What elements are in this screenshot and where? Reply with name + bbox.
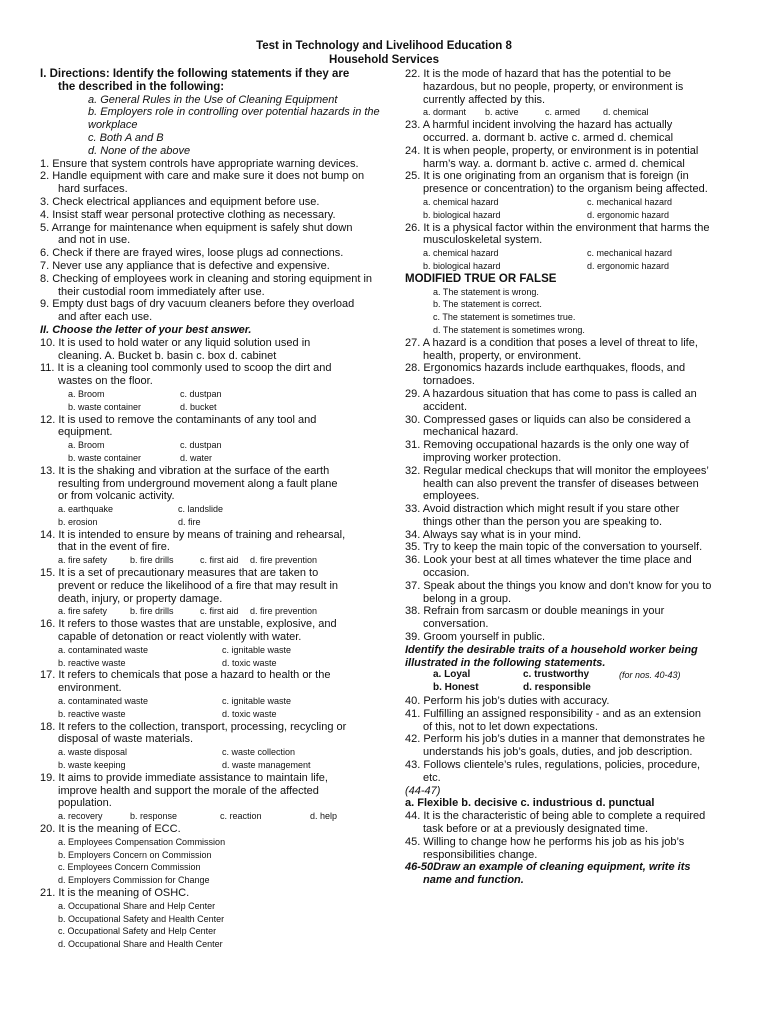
answer-choice: b. response	[130, 811, 178, 822]
question-line: resulting from underground movement along a fault plane	[58, 477, 338, 490]
option-line: b. The statement is correct.	[433, 299, 542, 310]
answer-choice: d. ergonomic hazard	[587, 209, 670, 220]
question-line: their custodial room immediately after use.	[58, 285, 265, 298]
option-line: b. Employers role in controlling over potential hazards in the	[88, 106, 380, 119]
question-line: environment.	[58, 682, 122, 695]
answer-choice-row	[40, 401, 398, 414]
section-heading: the described in the following:	[58, 80, 225, 93]
question-line: 36. Look your best at all times whatever the time place and	[405, 554, 692, 567]
question-line: health can also prevent the transfer of diseases between	[423, 477, 699, 490]
question-line: 32. Regular medical checkups that will monitor the employees’	[405, 464, 709, 477]
question-line: health, property, or environment.	[423, 349, 582, 362]
question-line: 4. Insist staff wear personal protective clothing as necessary.	[40, 208, 336, 221]
question-line: 38. Refrain from sarcasm or double meanings in your	[405, 605, 665, 618]
question-line: responsibilities change.	[423, 848, 538, 861]
answer-choice-row	[40, 516, 398, 529]
answer-choice-row	[40, 695, 398, 708]
question-line: death, injury, or property damage.	[58, 592, 223, 605]
answer-choice: c. mechanical hazard	[587, 196, 673, 207]
answer-choice-row	[405, 682, 735, 695]
answer-choice-row	[40, 554, 398, 567]
option-line: a. Occupational Share and Help Center	[58, 900, 216, 911]
answer-choice: d. waste management	[222, 760, 311, 771]
answer-choice: b. waste keeping	[58, 760, 126, 771]
answer-choice: c. ignitable waste	[222, 696, 292, 707]
question-line: 33. Avoid distraction which might result if you stare other	[405, 503, 680, 516]
answer-choice: d. water	[180, 452, 213, 463]
answer-choice: c. reaction	[220, 811, 262, 822]
question-line: 30. Compressed gases or liquids can also be considered a	[405, 413, 691, 426]
section-heading: Identify the desirable traits of a household worker being	[405, 643, 698, 656]
question-line: prevent or reduce the likelihood of a fire that may result in	[58, 579, 339, 592]
question-line: 28. Ergonomics hazards include earthquakes, floods, and	[405, 362, 686, 375]
question-line: 25. It is one originating from an organism that is foreign (in	[405, 170, 689, 183]
option-line: d. Employers Commission for Change	[58, 875, 210, 886]
answer-choice: b. active	[485, 107, 519, 118]
question-line: 1. Ensure that system controls have appropriate warning devices.	[40, 157, 359, 170]
question-line: 2. Handle equipment with care and make sure it does not bump on	[40, 170, 365, 183]
question-line: 6. Check if there are frayed wires, loose plugs ad connections.	[40, 247, 344, 260]
answer-choice: a. chemical hazard	[423, 248, 499, 259]
answer-choice: a. fire safety	[58, 606, 108, 617]
answer-choice: c. trustworthy	[523, 669, 590, 681]
answer-choice: a. waste disposal	[58, 747, 128, 758]
answer-choice-row	[405, 260, 735, 273]
section-heading: I. Directions: Identify the following statements if they are	[40, 68, 350, 80]
option-line: (44-47)	[405, 784, 441, 797]
question-line: 7. Never use any appliance that is defective and expensive.	[40, 259, 330, 272]
question-line: 11. It is a cleaning tool commonly used to scoop the dirt and	[40, 362, 332, 375]
answer-choice: b. erosion	[58, 516, 98, 527]
question-line: 5. Arrange for maintenance when equipment is safely shut down	[40, 221, 353, 234]
answer-choice-row	[40, 439, 398, 452]
question-line: 13. It is the shaking and vibration at the surface of the earth	[40, 464, 330, 477]
option-line: b. Occupational Safety and Health Center	[58, 913, 225, 924]
answer-choice-row	[40, 452, 398, 465]
answer-choice: a. Loyal	[433, 669, 471, 681]
question-line: 10. It is used to hold water or any liquid solution used in	[40, 336, 311, 349]
question-line: occurred. a. dormant b. active c. armed d. chemical	[423, 131, 674, 144]
answer-choice: d. toxic waste	[222, 657, 277, 668]
question-line: etc.	[423, 771, 441, 784]
question-line: 45. Willing to change how he performs his job as his job’s	[405, 835, 685, 848]
answer-choice: d. fire	[178, 516, 201, 527]
answer-choice: a. fire safety	[58, 555, 108, 566]
question-line: 24. It is when people, property, or environment is in potential	[405, 144, 699, 157]
answer-choice-row	[40, 605, 398, 618]
question-line: 31. Removing occupational hazards is the only one way of	[405, 439, 689, 452]
answer-choice: d. bucket	[180, 401, 217, 412]
section-heading: 46-50Draw an example of cleaning equipment, write its	[405, 861, 691, 874]
answer-choice: a. contaminated waste	[58, 696, 149, 707]
answer-choice: c. ignitable waste	[222, 644, 292, 655]
answer-choice-row	[405, 106, 735, 119]
document-subtitle: Household Services	[329, 54, 439, 66]
option-line: d. None of the above	[88, 144, 191, 157]
answer-choice: b. Honest	[433, 682, 479, 694]
answer-choice: d. fire prevention	[250, 606, 318, 617]
question-line: and not in use.	[58, 234, 131, 247]
question-line: a. Flexible b. decisive c. industrious d. punctual	[405, 797, 655, 810]
section-heading: II. Choose the letter of your best answer.	[40, 323, 252, 336]
question-line: harm’s way. a. dormant b. active c. armed d. chemical	[423, 157, 685, 170]
question-line: currently affected by this.	[423, 93, 546, 106]
answer-choice: a. contaminated waste	[58, 644, 149, 655]
question-line: 15. It is a set of precautionary measures that are taken to	[40, 567, 319, 580]
answer-choice: d. help	[310, 811, 338, 822]
answer-choice: c. dustpan	[180, 440, 222, 451]
question-line: cleaning. A. Bucket b. basin c. box d. cabinet	[58, 349, 277, 362]
section-heading: illustrated in the following statements.	[405, 656, 606, 669]
question-line: 27. A hazard is a condition that poses a level of threat to life,	[405, 336, 698, 349]
answer-choice: c. armed	[545, 107, 581, 118]
answer-choice: a. Broom	[68, 440, 105, 451]
answer-choice: b. waste container	[68, 401, 142, 412]
question-line: that in the event of fire.	[58, 541, 170, 554]
answer-choice: b. fire drills	[130, 555, 174, 566]
question-line: 16. It refers to those wastes that are unstable, explosive, and	[40, 618, 337, 631]
answer-choice-row	[40, 708, 398, 721]
option-line: d. The statement is sometimes wrong.	[433, 324, 585, 335]
answer-choice: (for nos. 40-43)	[619, 670, 681, 681]
question-line: 17. It refers to chemicals that pose a hazard to health or the	[40, 669, 331, 682]
question-line: 40. Perform his job’s duties with accuracy.	[405, 695, 610, 708]
question-line: hard surfaces.	[58, 183, 128, 196]
answer-choice-row	[40, 657, 398, 670]
question-line: employees.	[423, 490, 480, 503]
question-line: 35. Try to keep the main topic of the conversation to yourself.	[405, 541, 703, 554]
answer-choice: c. waste collection	[222, 747, 296, 758]
question-line: 12. It is used to remove the contaminants of any tool and	[40, 413, 317, 426]
answer-choice-row	[40, 810, 398, 823]
question-line: 9. Empty dust bags of dry vacuum cleaners before they overload	[40, 298, 355, 311]
option-line: a. Employees Compensation Commission	[58, 836, 226, 847]
question-line: 29. A hazardous situation that has come to pass is called an	[405, 387, 697, 400]
answer-choice: d. responsible	[523, 682, 591, 694]
answer-choice-row	[40, 503, 398, 516]
option-line: c. Both A and B	[88, 131, 164, 144]
answer-choice: d. chemical	[603, 107, 649, 118]
answer-choice: a. recovery	[58, 811, 103, 822]
question-line: 41. Fulfilling an assigned responsibility - and as an extension	[405, 707, 701, 720]
question-line: conversation.	[423, 618, 489, 631]
answer-choice: c. mechanical hazard	[587, 248, 673, 259]
question-line: improve health and support the morale of the affected	[58, 784, 319, 797]
answer-choice: d. ergonomic hazard	[587, 260, 670, 271]
option-line: a. The statement is wrong.	[433, 286, 539, 297]
answer-choice-row	[40, 388, 398, 401]
question-line: population.	[58, 797, 112, 810]
question-line: mechanical hazard.	[423, 426, 519, 439]
question-line: 23. A harmful incident involving the hazard has actually	[405, 119, 673, 132]
question-line: 3. Check electrical appliances and equipment before use.	[40, 195, 320, 208]
answer-choice: a. earthquake	[58, 504, 114, 515]
right-column	[405, 68, 735, 887]
question-line: accident.	[423, 400, 468, 413]
answer-choice: b. biological hazard	[423, 209, 501, 220]
answer-choice: d. toxic waste	[222, 708, 277, 719]
question-line: wastes on the floor.	[58, 375, 153, 388]
question-line: hazardous, but no people, property, or environment is	[423, 80, 684, 93]
question-line: musculoskeletal system.	[423, 234, 543, 247]
question-line: occasion.	[423, 567, 470, 580]
question-line: 43. Follows clientele’s rules, regulations, policies, procedure,	[405, 759, 701, 772]
option-line: workplace	[88, 119, 138, 132]
answer-choice: a. chemical hazard	[423, 196, 499, 207]
answer-choice-row	[405, 196, 735, 209]
question-line: of this, not to let down expectations.	[423, 720, 598, 733]
question-line: 34. Always say what is in your mind.	[405, 528, 582, 541]
answer-choice: b. biological hazard	[423, 260, 501, 271]
question-line: 8. Checking of employees work in cleaning and storing equipment in	[40, 272, 373, 285]
question-line: belong in a group.	[423, 592, 512, 605]
answer-choice: b. waste container	[68, 452, 142, 463]
question-line: 26. It is a physical factor within the environment that harms the	[405, 221, 710, 234]
question-line: capable of detonation or react violently with water.	[58, 631, 302, 644]
option-line: c. The statement is sometimes true.	[433, 312, 576, 323]
answer-choice: d. fire prevention	[250, 555, 318, 566]
option-line: c. Occupational Safety and Help Center	[58, 926, 217, 937]
question-line: 18. It refers to the collection, transport, processing, recycling or	[40, 720, 347, 733]
section-heading: MODIFIED TRUE OR FALSE	[405, 272, 557, 285]
question-line: presence or concentration) to the organism being affected.	[423, 183, 708, 196]
question-line: 19. It aims to provide immediate assistance to maintain life,	[40, 771, 328, 784]
answer-choice-row	[40, 644, 398, 657]
answer-choice: c. first aid	[200, 606, 239, 617]
answer-choice: b. reactive waste	[58, 708, 126, 719]
section-heading: name and function.	[423, 874, 524, 887]
option-line: c. Employees Concern Commission	[58, 862, 201, 873]
question-line: improving worker protection.	[423, 451, 562, 464]
document-title: Test in Technology and Livelihood Education 8	[256, 40, 512, 52]
option-line: d. Occupational Share and Health Center	[58, 939, 223, 950]
question-line: disposal of waste materials.	[58, 733, 194, 746]
option-line: b. Employers Concern on Commission	[58, 849, 212, 860]
question-line: equipment.	[58, 426, 113, 439]
question-line: 44. It is the characteristic of being able to complete a required	[405, 810, 706, 823]
question-line: 37. Speak about the things you know and don’t know for you to	[405, 579, 712, 592]
answer-choice-row	[405, 209, 735, 222]
answer-choice-row	[40, 759, 398, 772]
option-line: a. General Rules in the Use of Cleaning Equipment	[88, 93, 338, 106]
question-line: 22. It is the mode of hazard that has the potential to be	[405, 68, 672, 80]
answer-choice: c. dustpan	[180, 388, 222, 399]
question-line: 21. It is the meaning of OSHC.	[40, 887, 190, 899]
answer-choice: b. reactive waste	[58, 657, 126, 668]
question-line: task before or at a previously designated time.	[423, 823, 649, 836]
question-line: things other than the person you are speaking to.	[423, 515, 663, 528]
answer-choice: b. fire drills	[130, 606, 174, 617]
answer-choice: c. first aid	[200, 555, 239, 566]
question-line: 14. It is intended to ensure by means of training and rehearsal,	[40, 528, 346, 541]
question-line: or from volcanic activity.	[58, 490, 175, 503]
answer-choice: c. landslide	[178, 504, 224, 515]
question-line: tornadoes.	[423, 375, 475, 388]
answer-choice-row	[40, 746, 398, 759]
answer-choice-row	[405, 669, 735, 682]
answer-choice-row	[405, 247, 735, 260]
question-line: understands his job’s goals, duties, and job description.	[423, 746, 693, 759]
question-line: 39. Groom yourself in public.	[405, 631, 546, 644]
answer-choice: a. Broom	[68, 388, 105, 399]
answer-choice: a. dormant	[423, 107, 467, 118]
question-line: and after each use.	[58, 311, 153, 324]
question-line: 42. Perform his job’s duties in a manner that demonstrates he	[405, 733, 706, 746]
left-column	[40, 68, 398, 951]
question-line: 20. It is the meaning of ECC.	[40, 823, 181, 836]
